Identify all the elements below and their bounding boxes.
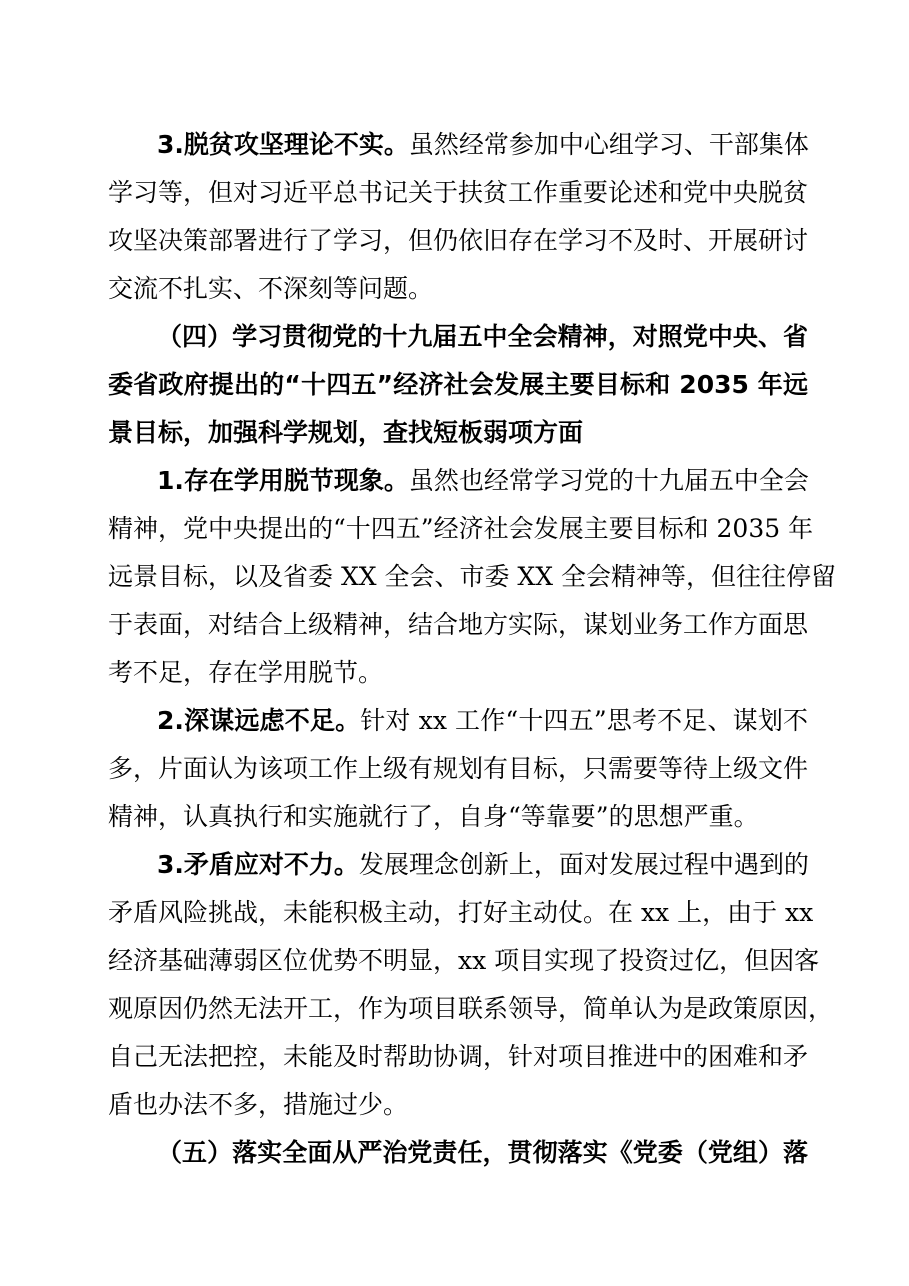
paragraph-line: 学习等，但对习近平总书记关于扶贫工作重要论述和党中央脱贫 — [108, 178, 809, 207]
paragraph-line: 盾也办法不多，措施过少。 — [108, 1090, 409, 1119]
paragraph-line: 经济基础薄弱区位优势不明显，xx 项目实现了投资过亿，但因客 — [108, 946, 820, 975]
paragraph-line: 自己无法把控，未能及时帮助协调，针对项目推进中的困难和矛 — [108, 1042, 809, 1071]
paragraph-text: 针对 xx 工作“十四五”思考不足、谋划不 — [360, 706, 808, 735]
section-heading-line: （四）学习贯彻党的十九届五中全会精神，对照党中央、省 — [157, 322, 808, 351]
paragraph-line: 矛盾风险挑战，未能积极主动，打好主动仗。在 xx 上，由于 xx — [108, 898, 814, 927]
paragraph-line: 多，片面认为该项工作上级有规划有目标，只需要等待上级文件 — [108, 754, 809, 783]
paragraph-lead: 3.矛盾应对不力。 — [157, 850, 359, 879]
section-heading-line: 委省政府提出的“十四五”经济社会发展主要目标和 2035 年远 — [108, 370, 808, 399]
paragraph-text: 发展理念创新上，面对发展过程中遇到的 — [358, 850, 809, 879]
paragraph-line — [157, 466, 808, 496]
section-heading-line: （五）落实全面从严治党责任，贯彻落实《党委（党组）落 — [157, 1138, 808, 1167]
paragraph-line: 于表面，对结合上级精神，结合地方实际，谋划业务工作方面思 — [108, 610, 809, 639]
paragraph-text: 虽然经常参加中心组学习、干部集体 — [408, 130, 809, 159]
section-heading-line: 景目标，加强科学规划，查找短板弱项方面 — [108, 418, 584, 447]
paragraph-lead: 1.存在学用脱节现象。 — [157, 466, 409, 495]
paragraph-lead: 3.脱贫攻坚理论不实。 — [157, 130, 409, 159]
paragraph-lead: 2.深谋远虑不足。 — [157, 706, 361, 735]
paragraph-line: 观原因仍然无法开工，作为项目联系领导，简单认为是政策原因， — [108, 994, 834, 1023]
paragraph-line — [157, 706, 808, 736]
paragraph-line: 交流不扎实、不深刻等问题。 — [108, 274, 434, 303]
paragraph-line: 精神，认真执行和实施就行了，自身“等靠要”的思想严重。 — [108, 802, 759, 831]
paragraph-line — [157, 850, 808, 880]
paragraph-line: 远景目标，以及省委 XX 全会、市委 XX 全会精神等，但往往停留 — [108, 562, 836, 591]
paragraph-line: 考不足，存在学用脱节。 — [108, 658, 384, 687]
paragraph-text: 虽然也经常学习党的十九届五中全会 — [408, 466, 809, 495]
paragraph-line: 攻坚决策部署进行了学习，但仍依旧存在学习不及时、开展研讨 — [108, 226, 809, 255]
paragraph-line: 精神，党中央提出的“十四五”经济社会发展主要目标和 2035 年 — [108, 514, 814, 543]
paragraph-line — [157, 130, 808, 160]
